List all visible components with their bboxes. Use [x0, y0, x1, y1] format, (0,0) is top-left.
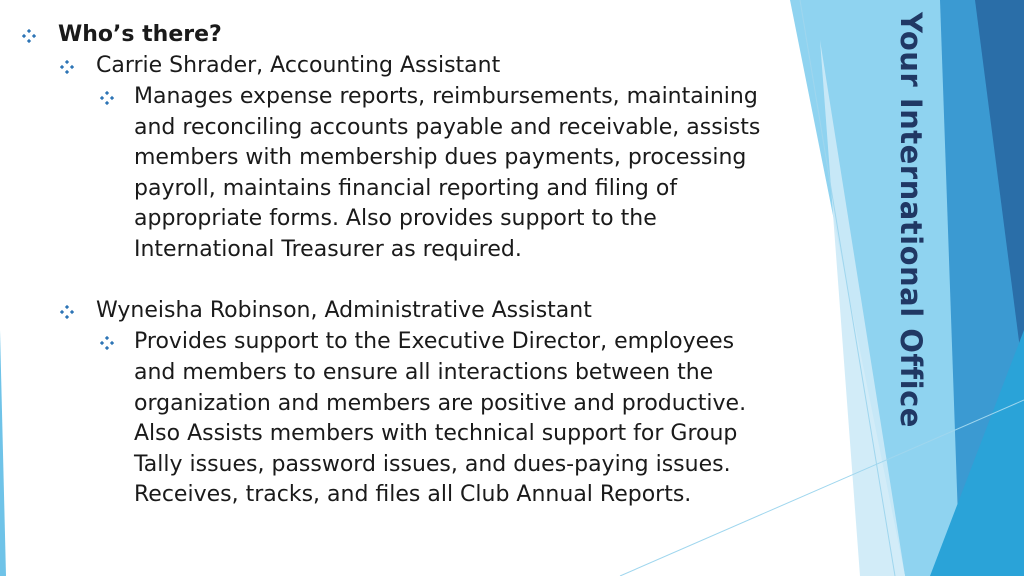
diamond-bullet-icon: [100, 336, 114, 350]
person1-desc-line: appropriate forms. Also provides support to the: [134, 206, 657, 231]
diamond-bullet-icon: [60, 60, 74, 74]
person2-desc-line: organization and members are positive and productive.: [134, 391, 747, 416]
diamond-bullet-icon: [22, 29, 36, 43]
person1-desc-line: Manages expense reports, reimbursements, maintaining: [134, 84, 758, 109]
person1-desc-line: and reconciling accounts payable and receivable, assists: [134, 115, 761, 140]
person1-desc-line: International Treasurer as required.: [134, 237, 522, 262]
person2-desc-line: Tally issues, password issues, and dues-paying issues.: [134, 452, 731, 477]
person2-desc-line: Receives, tracks, and files all Club Annual Reports.: [134, 482, 692, 507]
person2-name: Wyneisha Robinson, Administrative Assistant: [96, 298, 592, 323]
person2-desc-line: Also Assists members with technical support for Group: [134, 421, 738, 446]
person2-desc-line: Provides support to the Executive Director, employees: [134, 329, 735, 354]
person1-desc-line: members with membership dues payments, processing: [134, 145, 747, 170]
heading-whos-there: Who’s there?: [58, 22, 222, 47]
diamond-bullet-icon: [60, 305, 74, 319]
person2-desc-line: and members to ensure all interactions between the: [134, 360, 714, 385]
person1-name: Carrie Shrader, Accounting Assistant: [96, 53, 501, 78]
slide-title: Your International Office: [894, 12, 928, 428]
diamond-bullet-icon: [100, 91, 114, 105]
person1-desc-line: payroll, maintains financial reporting and filing of: [134, 176, 678, 201]
